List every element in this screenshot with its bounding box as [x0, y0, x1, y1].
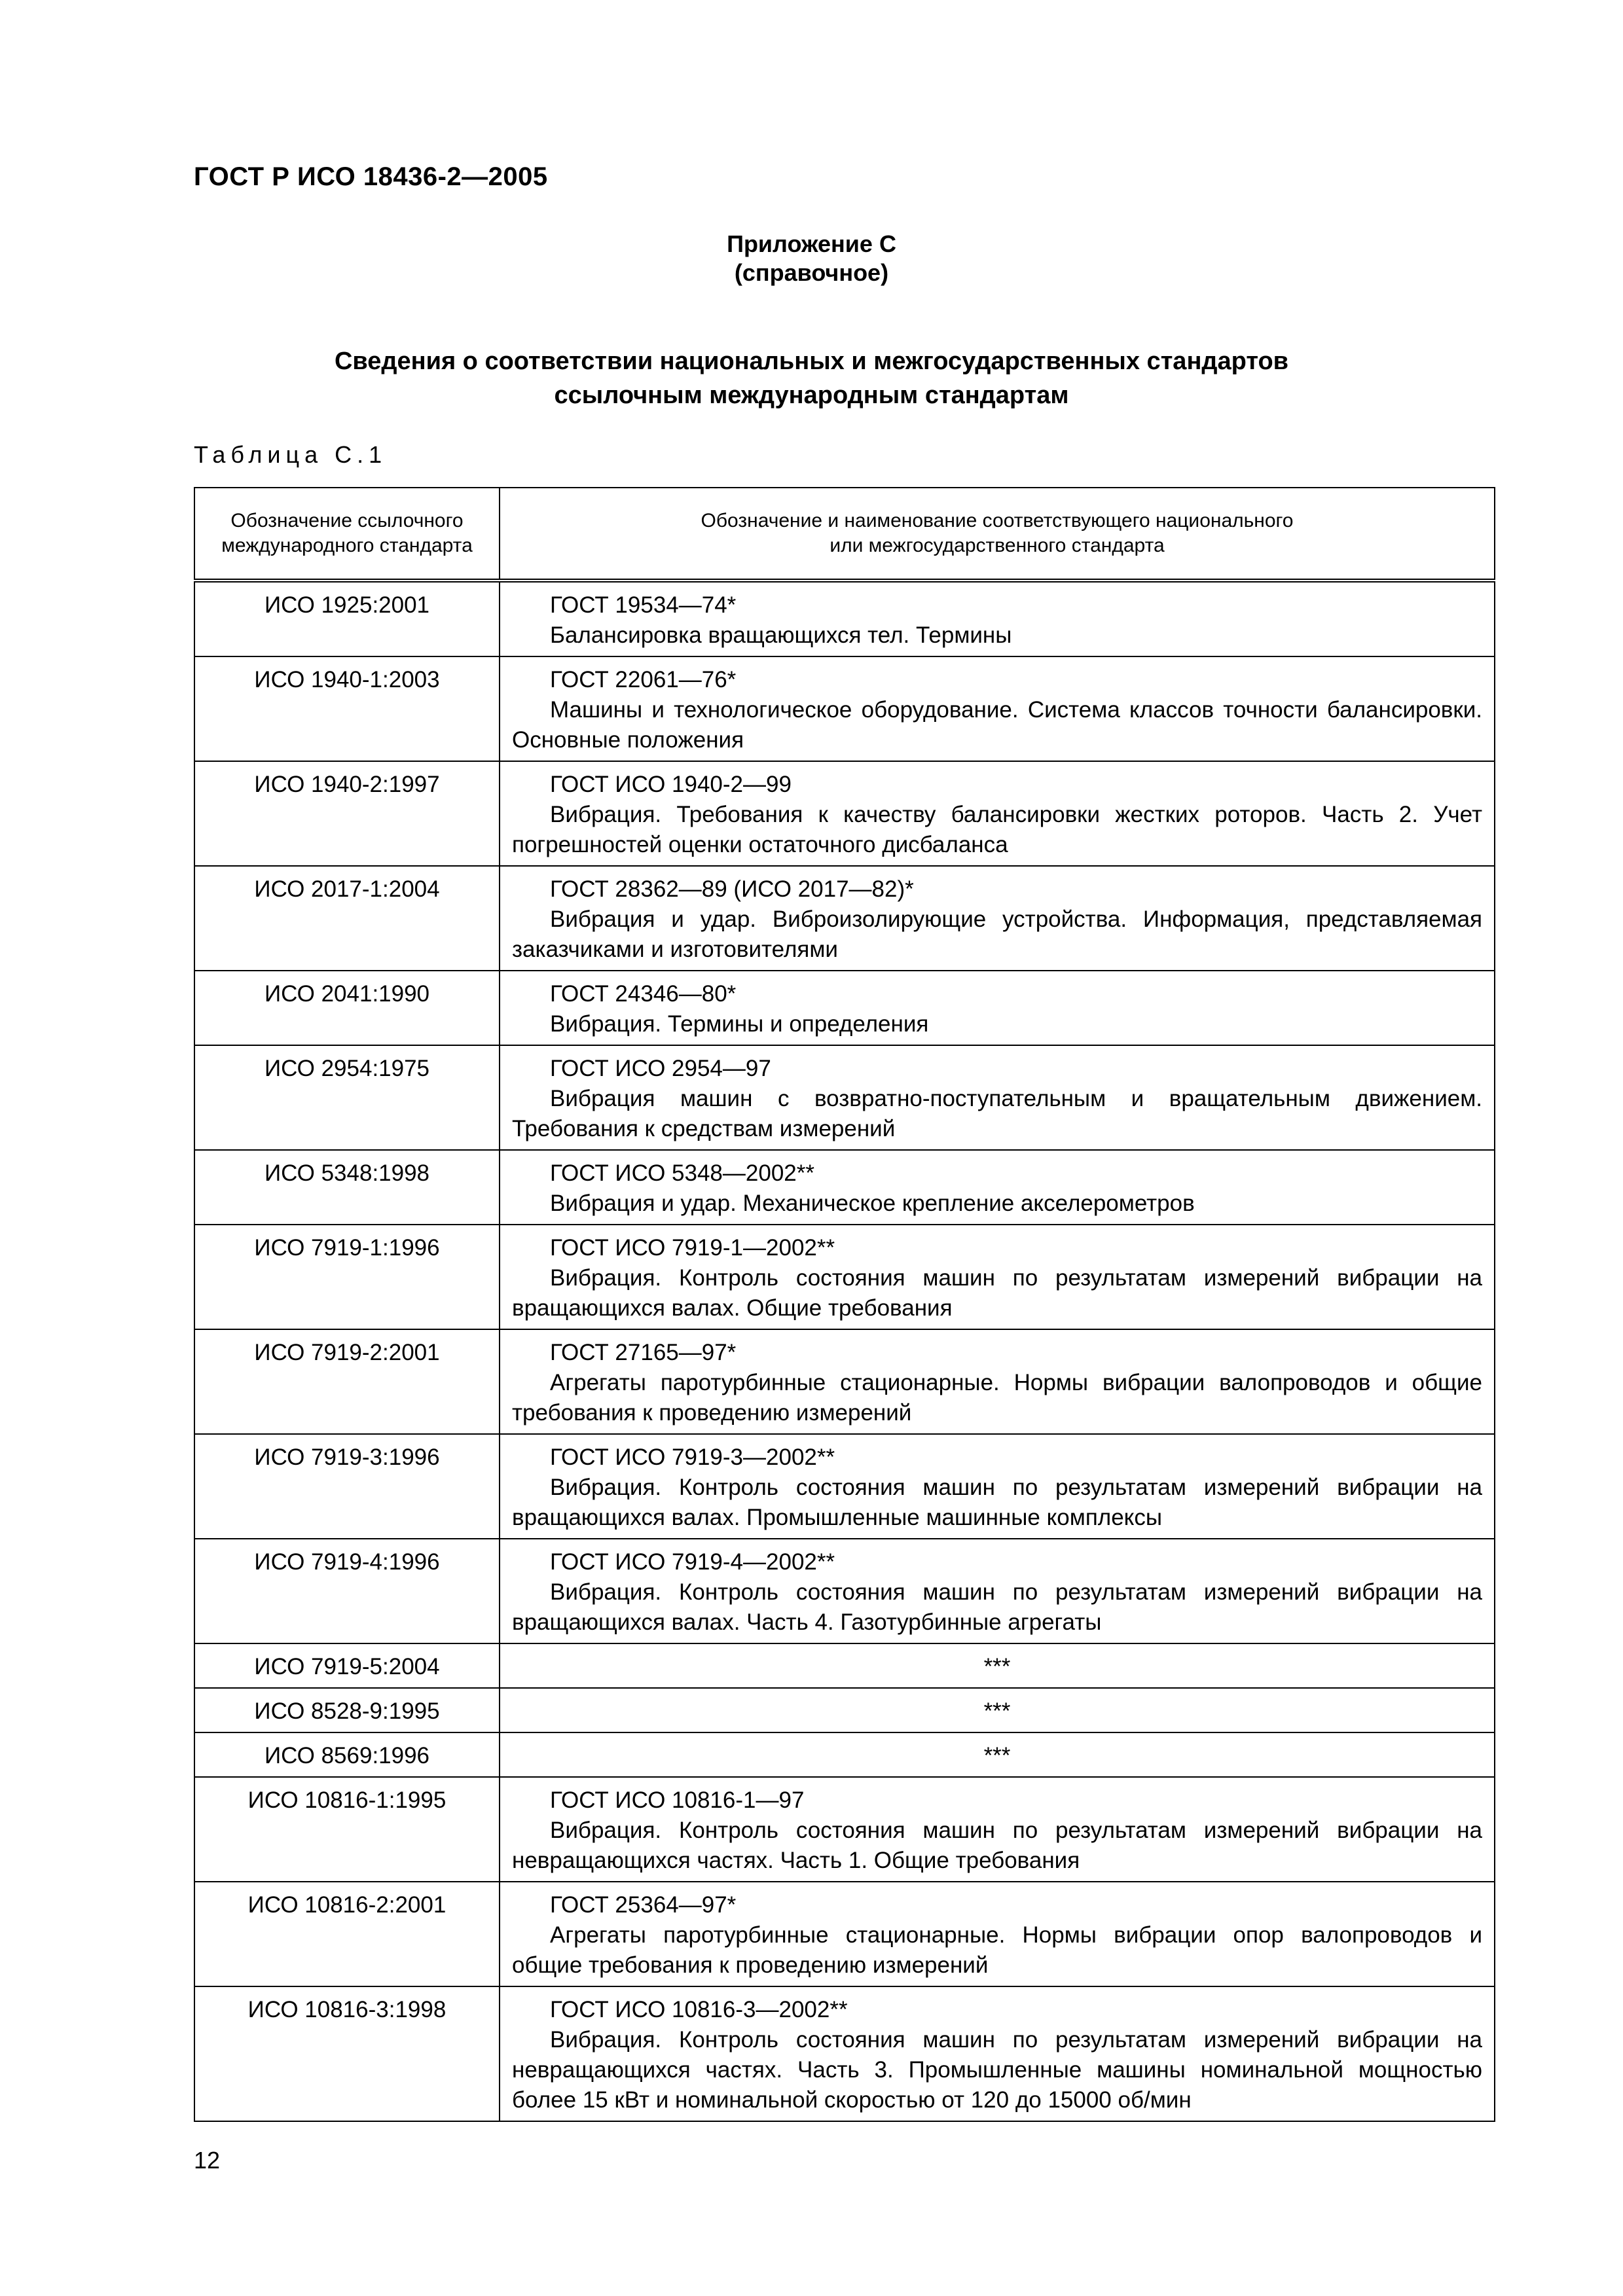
national-standard-code: *** — [983, 1743, 1011, 1768]
table-row — [194, 1643, 1495, 1688]
national-standard-name: Вибрация и удар. Виброизолирующие устройства. Информация, представляемая заказчиками и изготовителями — [512, 906, 1482, 962]
table-row — [194, 1882, 1495, 1986]
column-header-international: Обозначение ссылочного международного стандарта — [194, 488, 500, 581]
international-standard-cell: ИСО 10816-2:2001 — [194, 1882, 500, 1986]
national-standard-cell — [500, 1045, 1495, 1150]
table-caption: Таблица С.1 — [194, 441, 388, 468]
national-standard-cell — [500, 761, 1495, 866]
national-standard-code: ГОСТ 25364—97* — [550, 1892, 737, 1918]
national-standard-cell — [500, 656, 1495, 761]
national-standard-cell — [500, 1329, 1495, 1434]
national-standard-code: *** — [983, 1654, 1011, 1679]
international-standard-cell: ИСО 1940-1:2003 — [194, 656, 500, 761]
table-row — [194, 1986, 1495, 2121]
international-standard-cell: ИСО 10816-1:1995 — [194, 1777, 500, 1882]
reference-standards-table — [194, 487, 1495, 2122]
national-standard-cell — [500, 581, 1495, 656]
national-standard-code: ГОСТ ИСО 10816-1—97 — [550, 1787, 805, 1813]
annex-title: Приложение С — [727, 230, 896, 257]
national-standard-cell — [500, 1150, 1495, 1225]
international-standard-cell: ИСО 7919-4:1996 — [194, 1539, 500, 1643]
national-standard-code: ГОСТ ИСО 10816-3—2002** — [550, 1997, 848, 2022]
national-standard-code: ГОСТ ИСО 7919-4—2002** — [550, 1549, 835, 1575]
table-row — [194, 1150, 1495, 1225]
national-standard-name: Вибрация машин с возвратно-поступательным и вращательным движением. Требования к средствам измерений — [512, 1086, 1482, 1141]
national-standard-cell — [500, 1777, 1495, 1882]
international-standard-cell: ИСО 8528-9:1995 — [194, 1688, 500, 1732]
national-standard-cell — [500, 1882, 1495, 1986]
table-row — [194, 971, 1495, 1045]
national-standard-cell — [500, 1539, 1495, 1643]
table-row — [194, 1539, 1495, 1643]
table-row — [194, 1045, 1495, 1150]
page-number: 12 — [194, 2147, 221, 2174]
table-row — [194, 656, 1495, 761]
national-standard-name: Машины и технологическое оборудование. Система классов точности балансировки. Основные положения — [512, 697, 1482, 753]
national-standard-code: ГОСТ ИСО 2954—97 — [550, 1056, 771, 1081]
national-standard-code: ГОСТ 19534—74* — [550, 592, 737, 618]
national-standard-code: ГОСТ 28362—89 (ИСО 2017—82)* — [550, 876, 914, 902]
column-header-national-line-2: или межгосударственного стандарта — [830, 535, 1165, 556]
national-standard-name: Агрегаты паротурбинные стационарные. Нормы вибрации опор валопроводов и общие требования к проведению измерений — [512, 1922, 1482, 1978]
national-standard-cell — [500, 1732, 1495, 1777]
national-standard-cell — [500, 1434, 1495, 1539]
international-standard-cell: ИСО 1925:2001 — [194, 581, 500, 656]
international-standard-cell: ИСО 5348:1998 — [194, 1150, 500, 1225]
document-title-line-2: ссылочным международным стандартам — [554, 382, 1069, 409]
table-row — [194, 1732, 1495, 1777]
table-row — [194, 581, 1495, 656]
national-standard-code: ГОСТ 24346—80* — [550, 981, 737, 1007]
international-standard-cell: ИСО 7919-5:2004 — [194, 1643, 500, 1688]
national-standard-name: Вибрация. Контроль состояния машин по результатам измерений вибрации на невращающихся частях. Часть 1. Общие требования — [512, 1818, 1482, 1873]
table-body — [194, 581, 1495, 2121]
national-standard-code: ГОСТ ИСО 5348—2002** — [550, 1160, 815, 1186]
national-standard-code: ГОСТ ИСО 7919-3—2002** — [550, 1444, 835, 1470]
national-standard-code: ГОСТ 22061—76* — [550, 667, 737, 692]
national-standard-name: Вибрация. Термины и определения — [550, 1011, 929, 1037]
national-standard-cell — [500, 971, 1495, 1045]
national-standard-cell — [500, 1225, 1495, 1329]
table-row — [194, 1434, 1495, 1539]
national-standard-name: Агрегаты паротурбинные стационарные. Нормы вибрации валопроводов и общие требования к проведению измерений — [512, 1370, 1482, 1426]
national-standard-code: *** — [983, 1698, 1011, 1724]
international-standard-cell: ИСО 2954:1975 — [194, 1045, 500, 1150]
table-header-row — [194, 488, 1495, 581]
international-standard-cell: ИСО 2041:1990 — [194, 971, 500, 1045]
national-standard-cell — [500, 1986, 1495, 2121]
national-standard-code: ГОСТ ИСО 1940-2—99 — [550, 772, 792, 797]
table-row — [194, 1225, 1495, 1329]
international-standard-cell: ИСО 7919-3:1996 — [194, 1434, 500, 1539]
national-standard-name: Вибрация. Контроль состояния машин по результатам измерений вибрации на вращающихся валах. Часть 4. Газотурбинные агрегаты — [512, 1579, 1482, 1635]
document-title — [0, 344, 1623, 412]
national-standard-cell — [500, 1643, 1495, 1688]
national-standard-name: Вибрация. Контроль состояния машин по результатам измерений вибрации на вращающихся валах. Промышленные машинные комплексы — [512, 1475, 1482, 1530]
column-header-national — [500, 488, 1495, 581]
standard-code: ГОСТ Р ИСО 18436-2—2005 — [194, 162, 548, 191]
column-header-national-line-1: Обозначение и наименование соответствующего национального — [701, 510, 1294, 531]
national-standard-name: Балансировка вращающихся тел. Термины — [550, 622, 1012, 648]
national-standard-cell — [500, 866, 1495, 971]
national-standard-name: Вибрация и удар. Механическое крепление акселерометров — [550, 1191, 1195, 1216]
annex-type: (справочное) — [734, 259, 889, 286]
international-standard-cell: ИСО 1940-2:1997 — [194, 761, 500, 866]
table-row — [194, 866, 1495, 971]
international-standard-cell: ИСО 8569:1996 — [194, 1732, 500, 1777]
national-standard-cell — [500, 1688, 1495, 1732]
international-standard-cell: ИСО 10816-3:1998 — [194, 1986, 500, 2121]
international-standard-cell: ИСО 7919-2:2001 — [194, 1329, 500, 1434]
table-row — [194, 1329, 1495, 1434]
national-standard-name: Вибрация. Контроль состояния машин по результатам измерений вибрации на невращающихся частях. Часть 3. Промышленные машины номинальной мощностью более 15 кВт и номинальной скоростью от 120 до 15000 об/мин — [512, 2027, 1482, 2113]
table-row — [194, 761, 1495, 866]
table-row — [194, 1777, 1495, 1882]
international-standard-cell: ИСО 2017-1:2004 — [194, 866, 500, 971]
national-standard-code: ГОСТ 27165—97* — [550, 1340, 737, 1365]
national-standard-name: Вибрация. Требования к качеству балансировки жестких роторов. Часть 2. Учет погрешностей оценки остаточного дисбаланса — [512, 802, 1482, 857]
national-standard-code: ГОСТ ИСО 7919-1—2002** — [550, 1235, 835, 1261]
international-standard-cell: ИСО 7919-1:1996 — [194, 1225, 500, 1329]
national-standard-name: Вибрация. Контроль состояния машин по результатам измерений вибрации на вращающихся валах. Общие требования — [512, 1265, 1482, 1321]
table-row — [194, 1688, 1495, 1732]
document-title-line-1: Сведения о соответствии национальных и межгосударственных стандартов — [334, 348, 1289, 375]
